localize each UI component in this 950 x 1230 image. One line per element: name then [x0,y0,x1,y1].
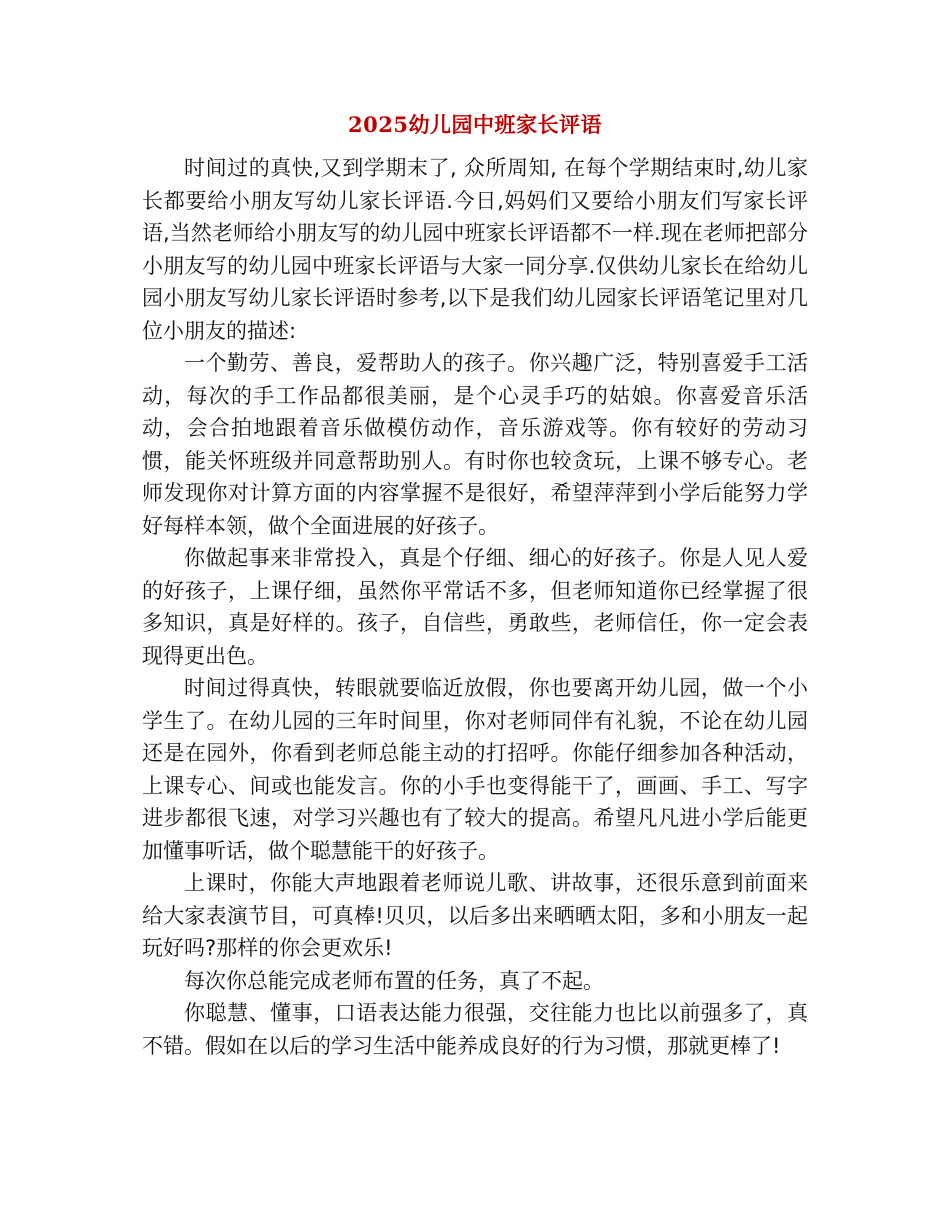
paragraph-comment-4: 上课时，你能大声地跟着老师说儿歌、讲故事，还很乐意到前面来给大家表演节目，可真棒!贝贝，以后多出来晒晒太阳，多和小朋友一起玩好吗?那样的你会更欢乐! [142,871,808,960]
paragraph-comment-3: 时间过得真快，转眼就要临近放假，你也要离开幼儿园，做一个小学生了。在幼儿园的三年时间里，你对老师同伴有礼貌，不论在幼儿园还是在园外，你看到老师总能主动的打招呼。你能仔细参加各种活动，上课专心、间或也能发言。你的小手也变得能干了，画画、手工、写字进步都很飞速，对学习兴趣也有了较大的提高。希望凡凡进小学后能更加懂事听话，做个聪慧能干的好孩子。 [142,676,808,863]
paragraph-comment-5: 每次你总能完成老师布置的任务，真了不起。 [184,968,604,993]
paragraph-intro: 时间过的真快,又到学期末了, 众所周知, 在每个学期结束时,幼儿家长都要给小朋友写幼儿家长评语.今日,妈妈们又要给小朋友们写家长评语,当然老师给小朋友写的幼儿园中班家长评语都不一样.现在老师把部分小朋友写的幼儿园中班家长评语与大家一同分享.仅供幼儿家长在给幼儿园小朋友写幼儿家长评语时参考,以下是我们幼儿园家长评语笔记里对几位小朋友的描述: [142,156,808,343]
paragraph-comment-1: 一个勤劳、善良，爱帮助人的孩子。你兴趣广泛，特别喜爱手工活动，每次的手工作品都很美丽，是个心灵手巧的姑娘。你喜爱音乐活动，会合拍地跟着音乐做模仿动作，音乐游戏等。你有较好的劳动习惯，能关怀班级并同意帮助别人。有时你也较贪玩，上课不够专心。老师发现你对计算方面的内容掌握不是很好，希望萍萍到小学后能努力学好每样本领，做个全面进展的好孩子。 [142,351,808,538]
document-title: 2025幼儿园中班家长评语 [348,112,602,137]
document-body [142,152,808,1062]
paragraph-comment-6: 你聪慧、懂事，口语表达能力很强，交往能力也比以前强多了，真不错。假如在以后的学习生活中能养成良好的行为习惯，那就更棒了! [142,1001,808,1058]
paragraph-comment-2: 你做起事来非常投入，真是个仔细、细心的好孩子。你是人见人爱的好孩子，上课仔细，虽然你平常话不多，但老师知道你已经掌握了很多知识，真是好样的。孩子，自信些，勇敢些，老师信任，你一定会表现得更出色。 [142,546,808,668]
